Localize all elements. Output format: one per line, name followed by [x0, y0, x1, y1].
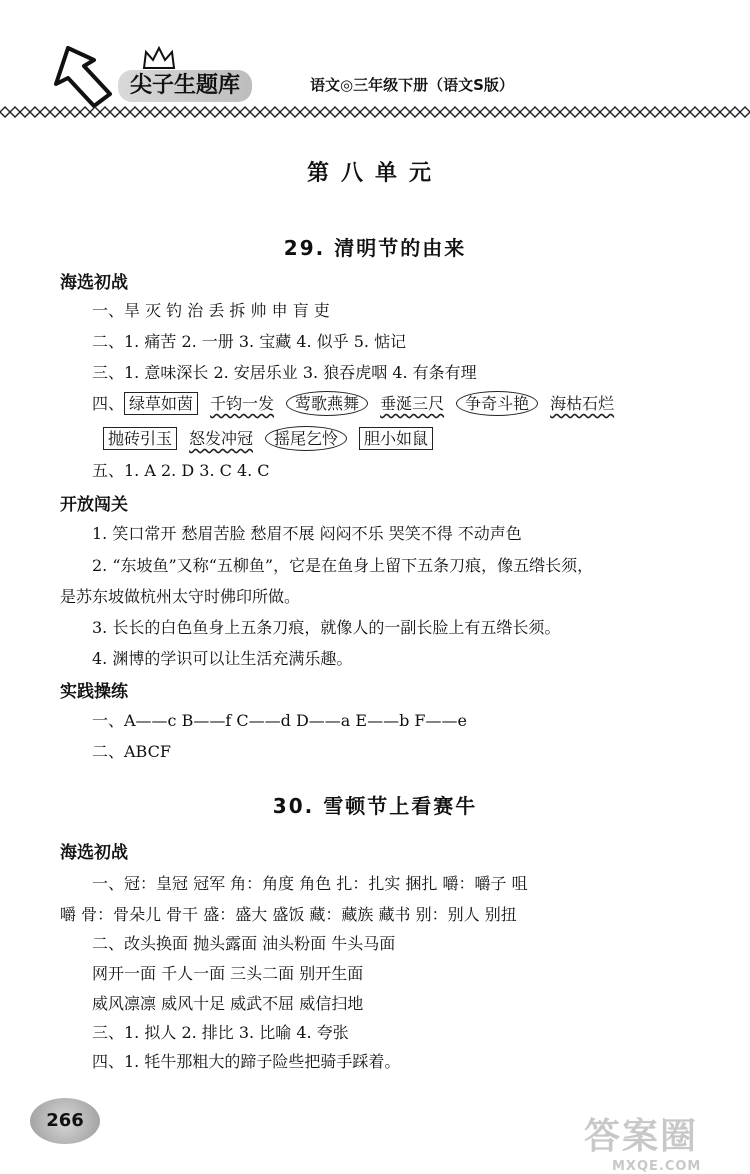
brand-title: 尖子生题库: [118, 70, 252, 102]
answer-line: 网开一面 千人一面 三头二面 别开生面: [92, 964, 364, 983]
idiom-boxed: 胆小如鼠: [359, 427, 433, 450]
idiom-line-2: [103, 426, 433, 449]
answer-line: 一、A——c B——f C——d D——a E——b F——e: [92, 711, 467, 730]
answer-line: 是苏东坡做杭州太守时佛印所做。: [60, 587, 301, 606]
answer-line: 三、1. 拟人 2. 排比 3. 比喻 4. 夸张: [92, 1023, 349, 1042]
unit-title: 第八单元: [306, 161, 443, 186]
answer-line: 四、1. 牦牛那粗大的蹄子险些把骑手踩着。: [92, 1052, 401, 1071]
answer-line: 3. 长长的白色鱼身上五条刀痕，就像人的一副长脸上有五绺长须。: [92, 618, 561, 637]
answer-line: 三、1. 意味深长 2. 安居乐业 3. 狼吞虎咽 4. 有条有理: [92, 363, 477, 382]
answer-line: 二、1. 痛苦 2. 一册 3. 宝藏 4. 似乎 5. 惦记: [92, 332, 407, 351]
idiom-circled: 莺歌燕舞: [286, 391, 368, 416]
idiom-circled: 争奇斗艳: [456, 391, 538, 416]
answer-line: 嚼 骨：骨朵儿 骨干 盛：盛大 盛饭 藏：藏族 藏书 别：别人 别扭: [60, 905, 517, 924]
arrow-icon: [54, 44, 128, 110]
answer-prefix: 四、: [92, 394, 125, 413]
watermark: [584, 1108, 701, 1174]
watermark-url: MXQE.COM: [612, 1159, 702, 1174]
book-subtitle: 语文◎三年级下册（语文S版）: [310, 76, 514, 94]
section-label: 海选初战: [60, 843, 128, 863]
idiom-circled: 摇尾乞怜: [265, 426, 347, 451]
answer-line: 五、1. A 2. D 3. C 4. C: [92, 461, 270, 480]
zigzag-divider: [0, 104, 750, 120]
section-label: 海选初战: [60, 273, 128, 293]
watermark-logo: 答案圈: [584, 1116, 699, 1157]
answer-line: 一、冠：皇冠 冠军 角：角度 角色 扎：扎实 捆扎 嚼：嚼子 咀: [92, 874, 528, 893]
answer-line: 二、ABCF: [92, 742, 171, 761]
idiom-wavy: 千钧一发: [210, 394, 275, 413]
lesson-29-title: 29. 清明节的由来: [283, 236, 467, 260]
answer-line: 1. 笑口常开 愁眉苦脸 愁眉不展 闷闷不乐 哭笑不得 不动声色: [92, 524, 522, 543]
idiom-wavy: 海枯石烂: [550, 394, 615, 413]
idiom-boxed: 绿草如茵: [124, 392, 198, 415]
crown-icon: [142, 46, 176, 70]
answer-line: 一、旱 灭 钓 治 丢 拆 帅 申 肓 吏: [92, 301, 330, 320]
answer-line: 2. “东坡鱼”又称“五柳鱼”，它是在鱼身上留下五条刀痕，像五绺长须，: [92, 556, 594, 575]
section-label: 开放闯关: [60, 495, 128, 515]
idiom-boxed: 抛砖引玉: [103, 427, 177, 450]
section-label: 实践操练: [60, 682, 128, 702]
idiom-wavy: 怒发冲冠: [189, 429, 254, 448]
answer-line: 威风凛凛 威风十足 威武不屈 威信扫地: [92, 994, 364, 1013]
idiom-line-1: [92, 391, 614, 414]
idiom-wavy: 垂涎三尺: [380, 394, 445, 413]
lesson-30-title: 30. 雪顿节上看赛牛: [272, 794, 478, 818]
page-number: 266: [30, 1098, 100, 1144]
answer-line: 4. 渊博的学识可以让生活充满乐趣。: [92, 649, 353, 668]
answer-line: 二、改头换面 抛头露面 油头粉面 牛头马面: [92, 934, 396, 953]
